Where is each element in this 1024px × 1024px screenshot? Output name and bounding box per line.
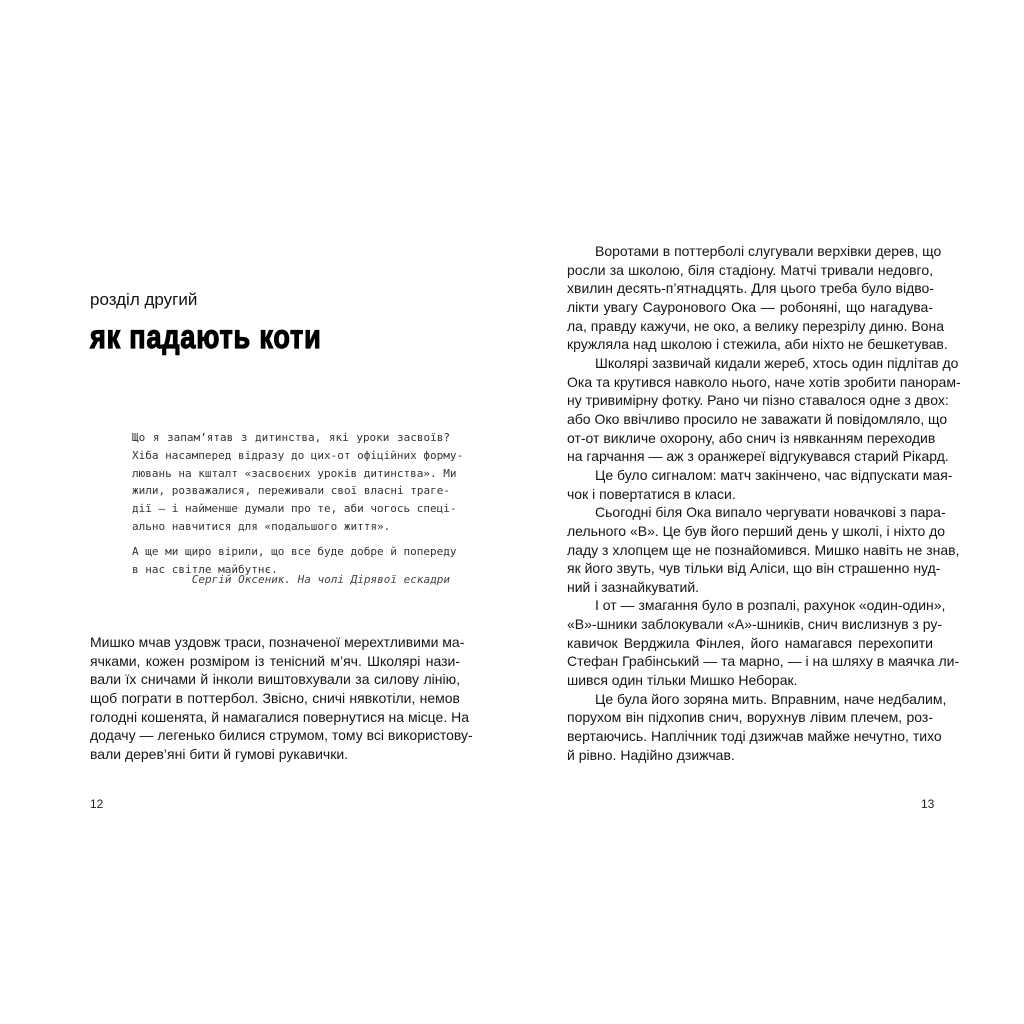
text-line: лювань на кшталт «засвоєних уроків дитинства». Ми <box>132 466 457 480</box>
text-line: вали дерев’яні бити й гумові рукавички. <box>90 745 349 762</box>
text-line: порухом він підхопив снич, ворухнув лівим плечем, роз- <box>567 709 933 726</box>
text-line: Мишко мчав уздовж траси, позначеної мерехтливими ма- <box>90 634 465 650</box>
paragraph <box>567 596 960 689</box>
paragraph <box>567 242 948 354</box>
paragraph <box>567 690 947 765</box>
text-line: Хіба насамперед відразу до цих-от офіційних форму- <box>132 448 464 462</box>
text-line: хвилин десять-п’ятнадцять. Для цього треба було відво- <box>567 280 934 297</box>
text-line: ально навчитися для «подальшого життя». <box>132 519 391 533</box>
body-text <box>90 633 473 764</box>
text-line: Це було сигналом: матч закінчено, час відпускати мая- <box>595 466 953 483</box>
text-line: «В»-шники заблокували «А»-шників, снич вислизнув з ру- <box>567 616 942 633</box>
text-line: от-от викличе охорону, або снич із нявканням переходив <box>567 429 936 446</box>
body-text <box>567 242 961 764</box>
text-line: ладу з хлопцем ще не познайомився. Мишко навіть не знав, <box>567 541 960 558</box>
text-line: А ще ми щиро вірили, що все буде добре й попереду <box>132 544 457 558</box>
text-line: Ока та крутився навколо нього, наче хотів зробити панорам- <box>567 373 961 390</box>
paragraph <box>567 354 961 466</box>
text-line: як його звуть, чув тільки від Аліси, що він страшенно нуд- <box>567 560 941 577</box>
text-line: ний і зазнайкуватий. <box>567 578 700 595</box>
text-line: кавичок Верджила Фінлея, його намагався перехопити <box>567 634 933 651</box>
text-line: вертаючись. Наплічник тоді дзижчав майже нечутно, тихо <box>567 728 942 745</box>
text-line: шився один тільки Мишко Неборак. <box>567 672 798 689</box>
text-line: додачу — легенько билися струмом, тому всі використову- <box>90 727 473 744</box>
text-line: кружляла над школою і стежила, аби ніхто не бешкетував. <box>567 336 948 353</box>
text-line: щоб пограти в поттербол. Звісно, сничі нявкотіли, немов <box>90 689 460 706</box>
text-line: вали їх сничами й інколи виштовхували за силову лінію, <box>90 671 460 688</box>
text-line: на гарчання — аж з оранжереї відгукувався старий Рікард. <box>567 448 949 465</box>
paragraph <box>567 466 953 503</box>
text-line: І от — змагання було в розпалі, рахунок «один-один», <box>595 597 946 614</box>
text-line: росли за школою, біля стадіону. Матчі тривали недовго, <box>567 261 933 278</box>
text-line: дії — і найменше думали про те, аби чогось спеці- <box>132 502 457 516</box>
text-line: лікти увагу Сауронового Ока — робоняні, що нагадува- <box>567 298 933 315</box>
epigraph-attribution: Сергій Оксеник. На чолі Дірявої ескадри <box>191 573 450 586</box>
paragraph <box>567 503 960 596</box>
chapter-title: як падають коти <box>90 318 322 355</box>
paragraph <box>90 633 473 764</box>
text-line: ла, правду кажучи, не око, а велику перезрілу диню. Вона <box>567 317 944 334</box>
text-line: лельного «В». Це був його перший день у школі, і ніхто до <box>567 522 946 539</box>
text-line: ячками, кожен розміром із тенісний м’яч. Школярі нази- <box>90 652 460 669</box>
text-line: ну тривимірну фотку. Рано чи пізно ставалося одне з двох: <box>567 392 949 409</box>
text-line: Школярі зазвичай кидали жереб, хтось один підлітав до <box>595 354 959 371</box>
text-line: Сьогодні біля Ока випало чергувати новачкові з пара- <box>595 504 946 521</box>
epigraph <box>132 429 464 578</box>
text-line: чок і повертатися в класи. <box>567 485 736 502</box>
right-page <box>512 0 1024 1024</box>
text-line: Що я запам’ятав з дитинства, які уроки засвоїв? <box>132 431 450 444</box>
chapter-label: розділ другий <box>90 290 198 309</box>
text-line: жили, розважалися, переживали свої власні траге- <box>132 484 450 498</box>
text-line: або Око ввічливо просило не заважати й повідомляло, що <box>567 410 948 427</box>
text-line: Стефан Грабінський — та марно, — і на шляху в маячка ли- <box>567 653 960 670</box>
text-line: Це була його зоряна мить. Вправним, наче недбалим, <box>595 690 947 707</box>
page-number: 12 <box>90 797 104 811</box>
paragraph <box>132 429 464 536</box>
page-number: 13 <box>921 797 935 811</box>
text-line: голодні кошенята, й намагалися повернутися на місце. На <box>90 708 470 725</box>
text-line: в нас світле майбутнє. <box>132 562 278 576</box>
text-line: Воротами в поттерболі слугували верхівки дерев, що <box>595 243 942 259</box>
text-line: й рівно. Надійно дзижчав. <box>567 746 735 763</box>
